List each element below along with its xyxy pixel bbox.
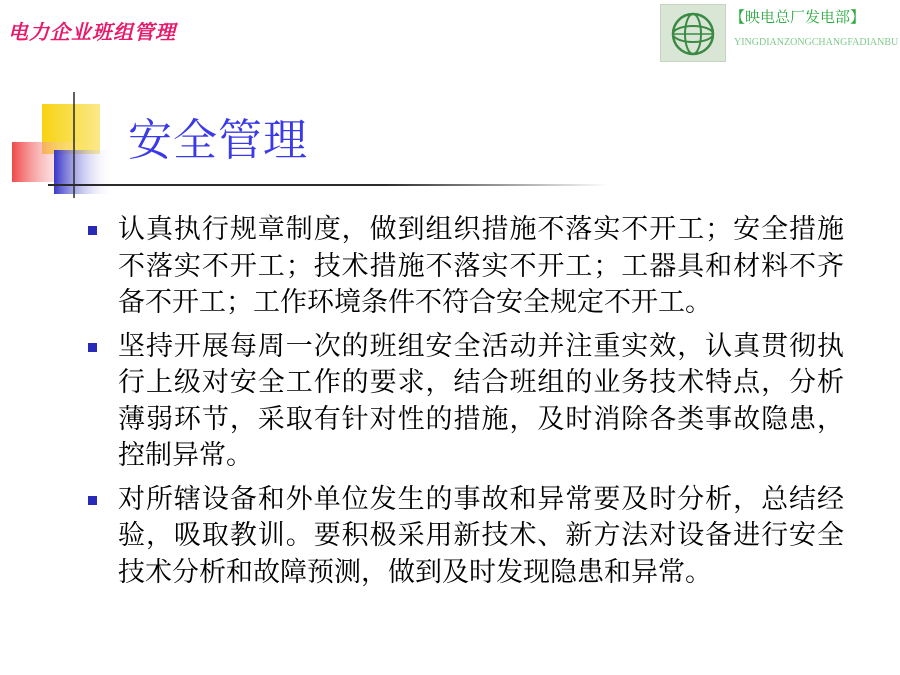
bullet-text: 认真执行规章制度，做到组织措施不落实不开工；安全措施不落实不开工；技术措施不落实不开工；工器具和材料不齐备不开工；工作环境条件不符合安全规定不开工。 [118, 214, 844, 318]
square-bullet-icon [88, 343, 97, 352]
department-name: 【映电总厂发电部】 [730, 8, 866, 26]
bullet-text: 坚持开展每周一次的班组安全活动并注重实效，认真贯彻执行上级对安全工作的要求，结合班组的业务技术特点，分析薄弱环节，采取有针对性的措施，及时消除各类事故隐患，控制异常。 [118, 330, 844, 471]
square-bullet-icon [88, 226, 97, 235]
title-divider [48, 184, 608, 186]
bullet-text: 对所辖设备和外单位发生的事故和异常要及时分析，总结经验，吸取教训。要积极采用新技术、新方法对设备进行安全技术分析和故障预测，做到及时发现隐患和异常。 [118, 483, 844, 588]
bullet-list [84, 212, 844, 598]
list-item [84, 482, 844, 592]
department-pinyin: YINGDIANZONGCHANGFADIANBU [734, 37, 899, 48]
state-grid-logo-icon [660, 4, 726, 62]
list-item [84, 212, 844, 322]
list-item [84, 329, 844, 475]
square-bullet-icon [88, 496, 97, 505]
slide-title: 安全管理 [128, 115, 308, 166]
course-title: 电力企业班组管理 [8, 20, 176, 44]
